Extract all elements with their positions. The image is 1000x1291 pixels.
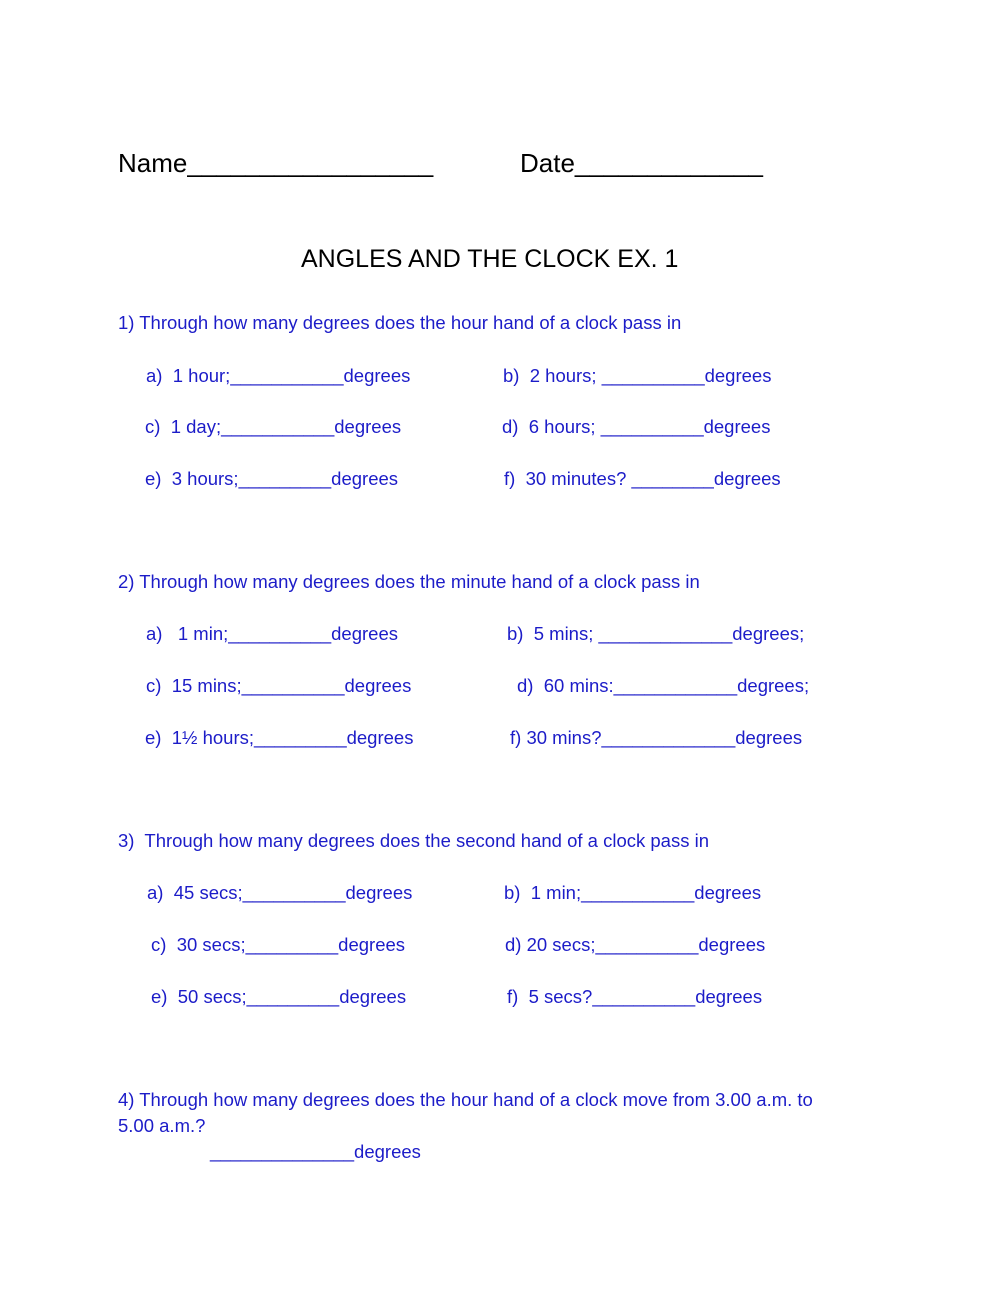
- question-1-item-f[interactable]: f) 30 minutes? ________degrees: [504, 468, 781, 489]
- question-2-item-a[interactable]: a) 1 min;__________degrees: [146, 623, 398, 644]
- question-1-item-e[interactable]: e) 3 hours;_________degrees: [145, 468, 399, 489]
- question-3-item-c[interactable]: c) 30 secs;_________degrees: [151, 934, 406, 955]
- question-1-item-c[interactable]: c) 1 day;___________degrees: [145, 416, 402, 437]
- question-1-item-d[interactable]: d) 6 hours; __________degrees: [502, 416, 771, 437]
- question-2-prompt: 2) Through how many degrees does the minute hand of a clock pass in: [118, 571, 700, 592]
- question-2-item-e[interactable]: e) 1½ hours;_________degrees: [145, 727, 414, 748]
- question-4-answer[interactable]: ______________degrees: [210, 1141, 421, 1162]
- question-3-item-d[interactable]: d) 20 secs;__________degrees: [505, 934, 766, 955]
- question-4-prompt-line2: 5.00 a.m.?: [118, 1115, 206, 1136]
- question-3-item-e[interactable]: e) 50 secs;_________degrees: [151, 986, 407, 1007]
- question-3-item-a[interactable]: a) 45 secs;__________degrees: [147, 882, 413, 903]
- question-1-prompt: 1) Through how many degrees does the hour hand of a clock pass in: [118, 312, 682, 333]
- question-3-prompt: 3) Through how many degrees does the second hand of a clock pass in: [118, 830, 709, 851]
- question-2-item-d[interactable]: d) 60 mins:____________degrees;: [517, 675, 810, 696]
- page-title: ANGLES AND THE CLOCK EX. 1: [301, 245, 679, 273]
- question-4-prompt-line1: 4) Through how many degrees does the hour hand of a clock move from 3.00 a.m. to: [118, 1089, 813, 1110]
- name-field[interactable]: Name_________________: [118, 148, 434, 178]
- question-3-item-b[interactable]: b) 1 min;___________degrees: [504, 882, 762, 903]
- question-2-item-c[interactable]: c) 15 mins;__________degrees: [146, 675, 412, 696]
- question-1-item-a[interactable]: a) 1 hour;___________degrees: [146, 365, 411, 386]
- question-1-item-b[interactable]: b) 2 hours; __________degrees: [503, 365, 772, 386]
- question-2-item-b[interactable]: b) 5 mins; _____________degrees;: [507, 623, 805, 644]
- question-3-item-f[interactable]: f) 5 secs?__________degrees: [507, 986, 763, 1007]
- question-2-item-f[interactable]: f) 30 mins?_____________degrees: [510, 727, 803, 748]
- date-field[interactable]: Date_____________: [520, 148, 763, 178]
